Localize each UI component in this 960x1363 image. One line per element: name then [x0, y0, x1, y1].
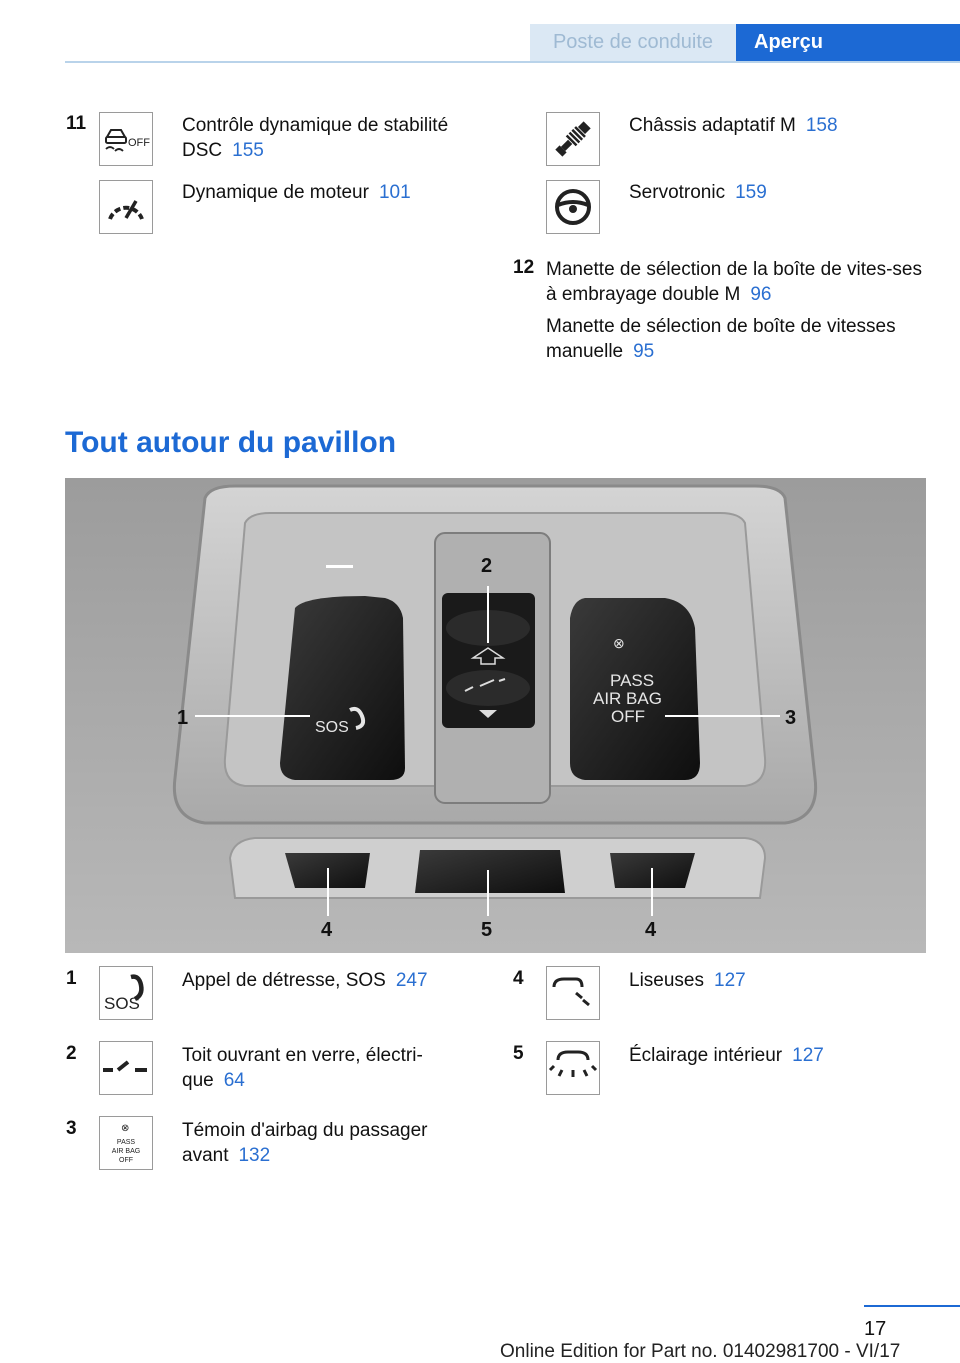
callout-5: 5 — [481, 919, 493, 941]
entry-text — [546, 257, 926, 307]
entry-label: Contrôle dynamique de stabilité DSC — [182, 115, 449, 161]
callout-1: 1 — [177, 707, 189, 729]
reading-light-icon — [546, 966, 600, 1020]
svg-text:PASS: PASS — [610, 671, 655, 690]
entry-text — [629, 968, 929, 993]
entry-label: Dynamique de moteur — [182, 182, 369, 203]
svg-text:PASS: PASS — [116, 1139, 136, 1146]
svg-text:AIR BAG: AIR BAG — [111, 1148, 141, 1155]
entry-text — [182, 1043, 452, 1093]
sos-call-icon — [99, 966, 153, 1020]
entry-label: Châssis adaptatif M — [629, 115, 796, 136]
entry-label: Servotronic — [629, 182, 726, 203]
page-ref-link[interactable]: 155 — [232, 140, 264, 161]
svg-text:OFF: OFF — [611, 707, 645, 726]
page-ref-link[interactable]: 127 — [792, 1045, 824, 1066]
roof-console-illustration — [65, 478, 926, 953]
header-section-tab[interactable]: Poste de conduite — [530, 24, 736, 61]
callout-4b: 4 — [645, 919, 657, 941]
entry-text — [182, 968, 482, 993]
entry-text — [182, 113, 482, 163]
item-number: 2 — [66, 1043, 77, 1064]
svg-text:SOS: SOS — [104, 994, 140, 1013]
entry-label: Liseuses — [629, 970, 704, 991]
entry-label: Manette de sélection de boîte de vitesses manuelle — [546, 316, 896, 362]
page-ref-link[interactable]: 101 — [378, 182, 411, 203]
svg-text:AIR BAG: AIR BAG — [593, 689, 662, 708]
svg-text:OFF: OFF — [128, 137, 150, 149]
svg-text:⊗: ⊗ — [121, 1123, 130, 1134]
section-title: Tout autour du pavillon — [65, 426, 397, 459]
svg-text:SOS: SOS — [315, 719, 349, 736]
header-active-tab[interactable]: Aperçu — [736, 24, 960, 61]
item-number: 1 — [66, 968, 77, 989]
header-rule — [65, 61, 960, 63]
edition-text: Online Edition for Part no. 01402981700 - VI/17 — [500, 1341, 901, 1362]
item-number: 4 — [513, 968, 524, 989]
entry-text — [629, 1043, 929, 1068]
interior-light-icon — [546, 1041, 600, 1095]
adaptive-chassis-icon — [546, 112, 600, 166]
page-ref-link[interactable]: 96 — [750, 284, 772, 305]
svg-text:OFF: OFF — [119, 1157, 133, 1164]
entry-text — [182, 180, 482, 205]
entry-text — [546, 314, 926, 364]
passenger-airbag-icon — [99, 1116, 153, 1170]
entry-text — [182, 1118, 462, 1168]
callout-2: 2 — [481, 555, 493, 577]
sunroof-icon — [99, 1041, 153, 1095]
footer-rule — [864, 1305, 960, 1307]
item-number: 11 — [66, 113, 87, 134]
page-ref-link[interactable]: 159 — [735, 182, 767, 203]
page-ref-link[interactable]: 158 — [805, 115, 838, 136]
entry-text — [629, 113, 929, 138]
page-ref-link[interactable]: 64 — [223, 1070, 245, 1091]
page-ref-link[interactable]: 247 — [395, 970, 428, 991]
page-ref-link[interactable]: 95 — [633, 341, 655, 362]
entry-text — [629, 180, 929, 205]
entry-label: Manette de sélection de la boîte de vites-ses à embrayage double M — [546, 259, 923, 305]
entry-label: Éclairage intérieur — [629, 1045, 783, 1066]
steering-wheel-icon — [546, 180, 600, 234]
entry-label: Appel de détresse, SOS — [182, 970, 386, 991]
engine-dynamics-icon — [99, 180, 153, 234]
item-number: 3 — [66, 1118, 77, 1139]
callout-4a: 4 — [321, 919, 333, 941]
svg-text:⊗: ⊗ — [613, 635, 625, 651]
dsc-off-icon — [99, 112, 153, 166]
page-ref-link[interactable]: 127 — [714, 970, 746, 991]
page-ref-link[interactable]: 132 — [238, 1145, 271, 1166]
entry-label: Toit ouvrant en verre, électri-que — [182, 1045, 423, 1091]
entry-label: Témoin d'airbag du passager avant — [182, 1120, 428, 1166]
page-number: 17 — [864, 1318, 887, 1340]
item-number: 12 — [513, 257, 535, 278]
item-number: 5 — [513, 1043, 524, 1064]
callout-3: 3 — [785, 707, 797, 729]
